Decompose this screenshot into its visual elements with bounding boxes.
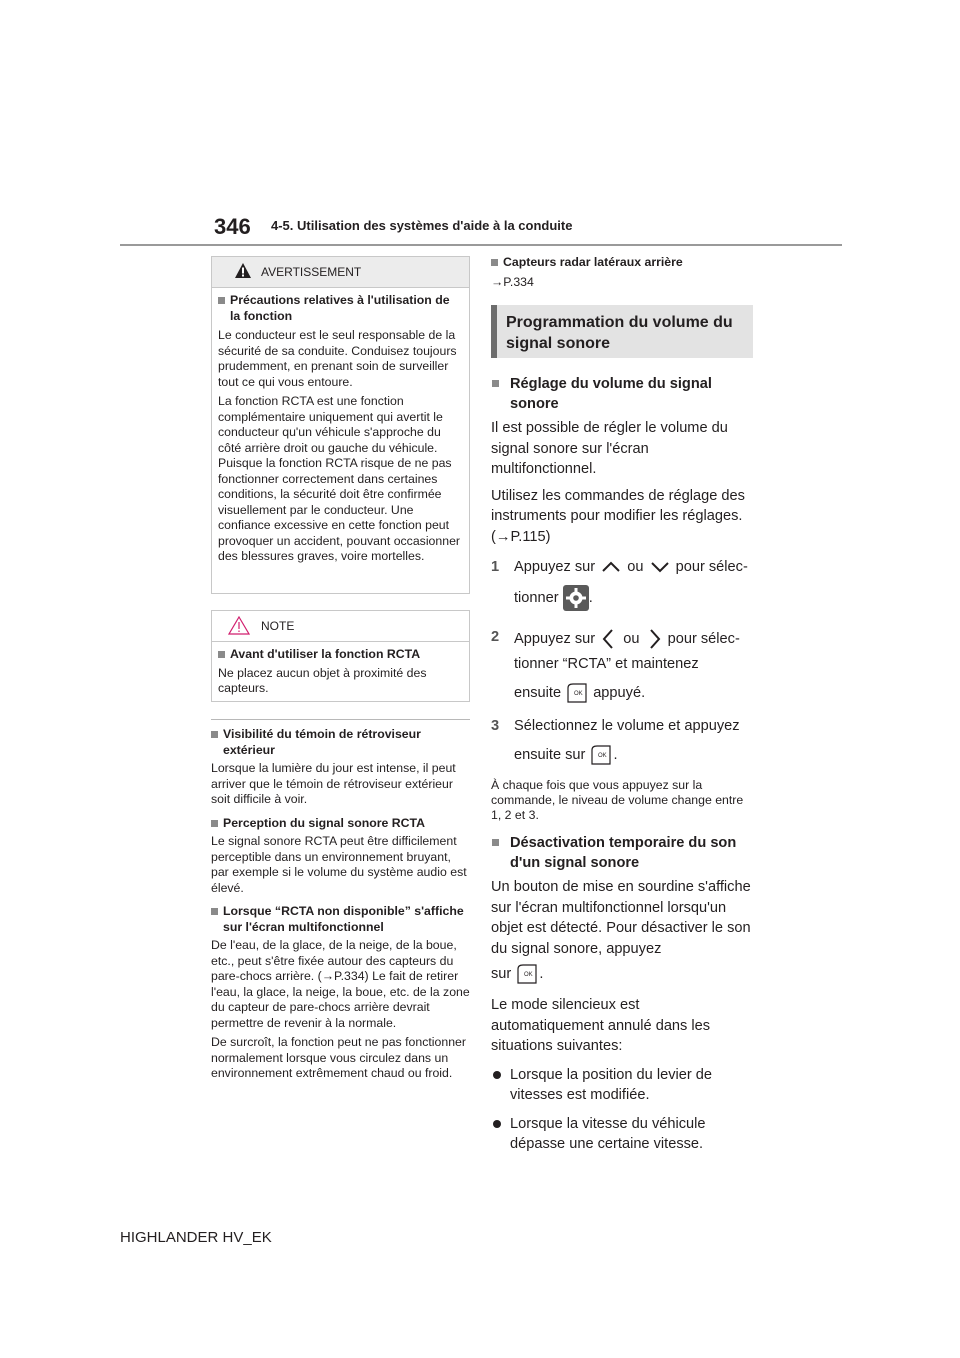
- svg-text:OK: OK: [574, 691, 583, 697]
- step-text: Appuyez sur: [514, 559, 596, 575]
- bullet-square-icon: [211, 908, 218, 915]
- chevron-down-icon: [648, 559, 672, 575]
- warning-heading: Précautions relatives à l'utilisation de la fonction: [218, 293, 463, 324]
- ok-button-icon: [589, 744, 613, 766]
- step-text: pour sélec-: [675, 559, 748, 575]
- bullet-square-icon: [211, 731, 218, 738]
- note-box-header: [212, 611, 469, 642]
- step-text: ensuite: [514, 684, 562, 701]
- step-3: [491, 716, 753, 770]
- chevron-up-icon: [599, 559, 623, 575]
- bullet-item-1: Lorsque la position du levier de vitesses est modifiée.: [491, 1065, 753, 1106]
- volume-note: À chaque fois que vous appuyez sur la commande, le niveau de volume change entre 1, 2 et 3.: [491, 778, 744, 822]
- step-number: 2: [491, 629, 500, 645]
- step-text: tionner “RCTA” et maintenez: [514, 656, 699, 672]
- chevron-right-icon: [644, 627, 664, 651]
- step-text: appuyé.: [593, 684, 646, 701]
- note-box: [211, 610, 470, 702]
- volume-heading: Réglage du volume du signal sonore: [491, 374, 753, 414]
- step-text: pour sélec-: [667, 630, 740, 647]
- volume-paragraph-1: Il est possible de régler le volume du signal sonore sur l'écran multifonctionnel.: [491, 420, 728, 477]
- section-heading-perception: Perception du signal sonore RCTA: [211, 816, 470, 832]
- step-number: 3: [491, 718, 500, 734]
- section-body-unavailable-2: De surcroît, la fonction peut ne pas fonctionner normalement lorsque vous circulez dans un environnement extrêmement chaud ou froid.: [211, 1035, 466, 1080]
- chapter-title: 4-5. Utilisation des systèmes d'aide à la conduite: [271, 218, 573, 233]
- mute-paragraph-1: Un bouton de mise en sourdine s'affiche sur l'écran multifonctionnel lorsqu'un objet est détecté. Pour désactiver le son du signal sonore, appuyez: [491, 879, 751, 957]
- left-info-sections: [211, 719, 470, 1082]
- bullet-item-2: Lorsque la vitesse du véhicule dépasse une certaine vitesse.: [491, 1114, 753, 1155]
- bullet-square-icon: [218, 651, 225, 658]
- step-text: Sélectionnez le volume et appuyez: [514, 718, 740, 734]
- volume-paragraph-2: Utilisez les commandes de réglage des instruments pour modifier les réglages. (→P.115): [491, 487, 745, 545]
- ok-button-icon: [515, 963, 539, 985]
- step-text: tionner: [514, 589, 559, 606]
- section-body-visibility: Lorsque la lumière du jour est intense, il peut arriver que le témoin de rétroviseur extérieur soit difficile à voir.: [211, 761, 456, 806]
- caution-triangle-icon: [228, 616, 250, 635]
- bullet-square-icon: [218, 297, 225, 304]
- warning-paragraph-1: Le conducteur est le seul responsable de la sécurité de sa conduite. Conduisez toujours prudemment, en prenant soin de surveiller tout ce qui vous entoure.: [218, 328, 457, 389]
- header-divider: [120, 244, 842, 246]
- svg-text:OK: OK: [598, 753, 608, 759]
- step-text: .: [588, 589, 593, 606]
- note-label: NOTE: [261, 619, 295, 633]
- note-heading: Avant d'utiliser la fonction RCTA: [218, 647, 463, 663]
- step-text: .: [613, 746, 618, 763]
- section-body-unavailable-1: De l'eau, de la glace, de la neige, de la boue, etc., peut s'être fixée autour des capteurs du pare-chocs arrière. (→P.334) Le fait de retirer l'eau, la glace, la neige, la boue, etc. de la zone du capteur de pare-chocs arrière devrait permettre de revenir à la normale.: [211, 938, 470, 1030]
- bullet-square-icon: [491, 259, 498, 266]
- section-heading-unavailable: Lorsque “RCTA non disponible” s'affiche sur l'écran multifonctionnel: [211, 904, 470, 935]
- radar-reference: →P.334: [491, 274, 534, 289]
- settings-gear-icon: [563, 585, 589, 611]
- ok-button-icon: [565, 682, 589, 704]
- step-text: ensuite sur: [514, 746, 586, 763]
- svg-text:OK: OK: [524, 972, 534, 978]
- section-title-volume: Programmation du volume du signal sonore: [491, 305, 753, 358]
- bullet-square-icon: [492, 839, 499, 846]
- step-2: [491, 627, 753, 712]
- step-text: Appuyez sur: [514, 630, 596, 647]
- step-1: [491, 557, 753, 617]
- page-number: 346: [214, 214, 251, 239]
- radar-heading: Capteurs radar latéraux arrière: [491, 255, 753, 271]
- warning-box: [211, 256, 470, 594]
- warning-box-header: [212, 257, 469, 288]
- step-text: ou: [623, 630, 640, 647]
- model-footer: HIGHLANDER HV_EK: [120, 1229, 272, 1246]
- warning-triangle-icon: [234, 262, 252, 279]
- step-number: 1: [491, 559, 500, 575]
- mute-paragraph-2: Le mode silencieux est automatiquement annulé dans les situations suivantes:: [491, 997, 711, 1054]
- right-column: [491, 255, 753, 1155]
- bullet-square-icon: [211, 820, 218, 827]
- warning-label: AVERTISSEMENT: [261, 265, 362, 279]
- section-body-perception: Le signal sonore RCTA peut être difficilement perceptible dans un environnement bruyant, par exemple si le volume du système audio est élevé.: [211, 834, 467, 895]
- bullet-square-icon: [492, 380, 499, 387]
- note-paragraph: Ne placez aucun objet à proximité des capteurs.: [218, 665, 427, 695]
- section-heading-visibility: Visibilité du témoin de rétroviseur extérieur: [211, 727, 470, 758]
- mute-heading: Désactivation temporaire du son d'un signal sonore: [491, 833, 753, 873]
- mute-paragraph-1-end: sur OK .: [491, 963, 753, 989]
- chevron-left-icon: [599, 627, 619, 651]
- step-text: ou: [627, 559, 644, 575]
- warning-paragraph-2: La fonction RCTA est une fonction complémentaire uniquement qui avertit le conducteur qu'un véhicule s'approche du côté arrière droit ou gauche du véhicule. Puisque la fonction RCTA risque de ne pas fonctionner correctement dans certaines conditions, la sécurité doit être confirmée visuellement par le conducteur. Une confiance excessive en cette fonction peut provoquer un accident, pouvant occasionner des blessures graves, voire mortelles.: [218, 394, 460, 563]
